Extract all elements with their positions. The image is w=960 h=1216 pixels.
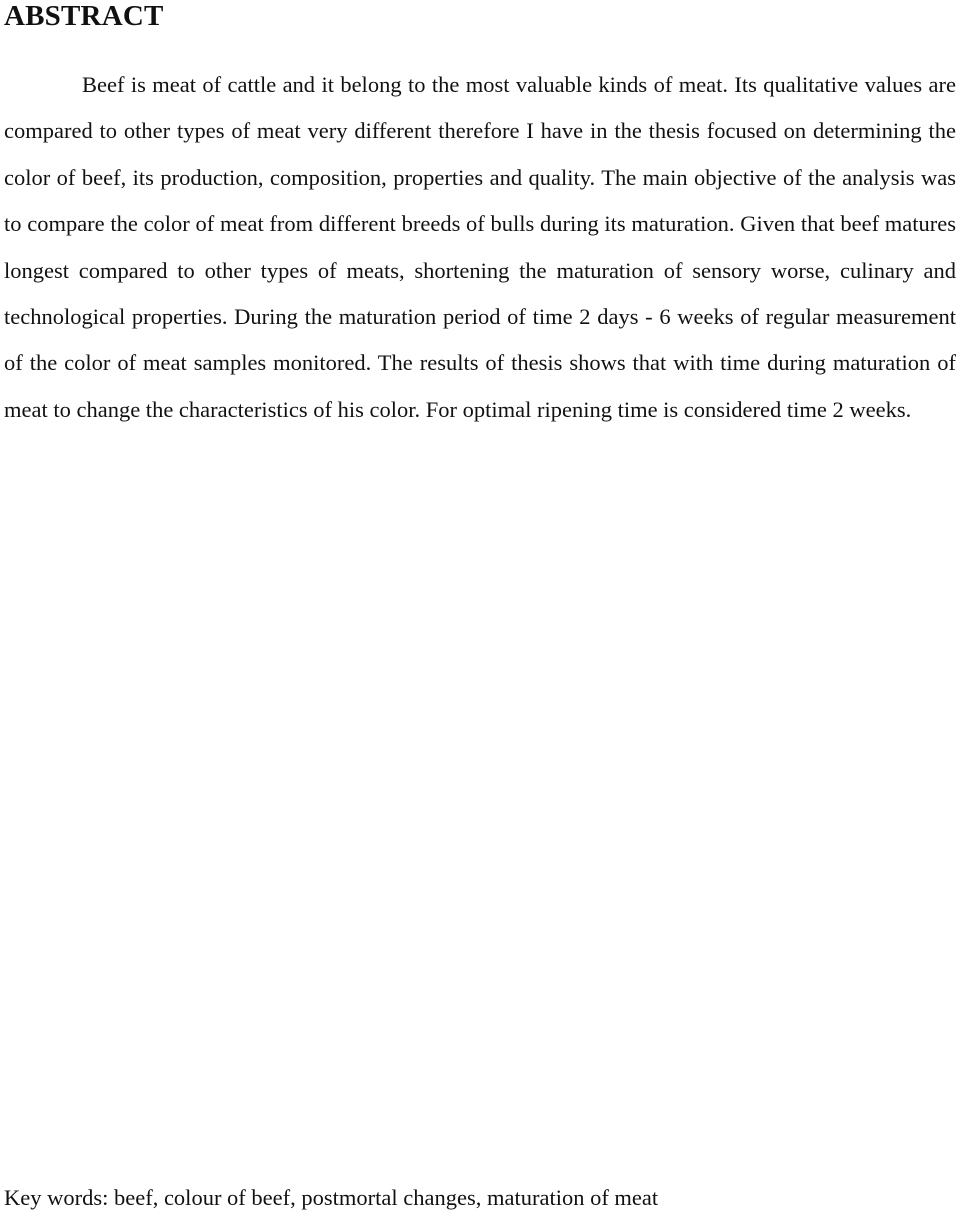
abstract-paragraph: Beef is meat of cattle and it belong to the most valuable kinds of meat. Its qualitative values are compared to other types of meat very different therefore I have in the thesis focused on determining the color of beef, its production, composition, properties and quality. The main objective of the analysis was to compare the color of meat from different breeds of bulls during its maturation. Given that beef matures longest compared to other types of meats, shortening the maturation of sensory worse, culinary and technological properties. During the maturation period of time 2 days - 6 weeks of regular measurement of the color of meat samples monitored. The results of thesis shows that with time during maturation of meat to change the characteristics of his color. For optimal ripening time is considered time 2 weeks.	[4, 72, 956, 422]
keywords-line: Key words: beef, colour of beef, postmortal changes, maturation of meat	[4, 1185, 659, 1210]
abstract-heading: ABSTRACT	[4, 0, 164, 32]
